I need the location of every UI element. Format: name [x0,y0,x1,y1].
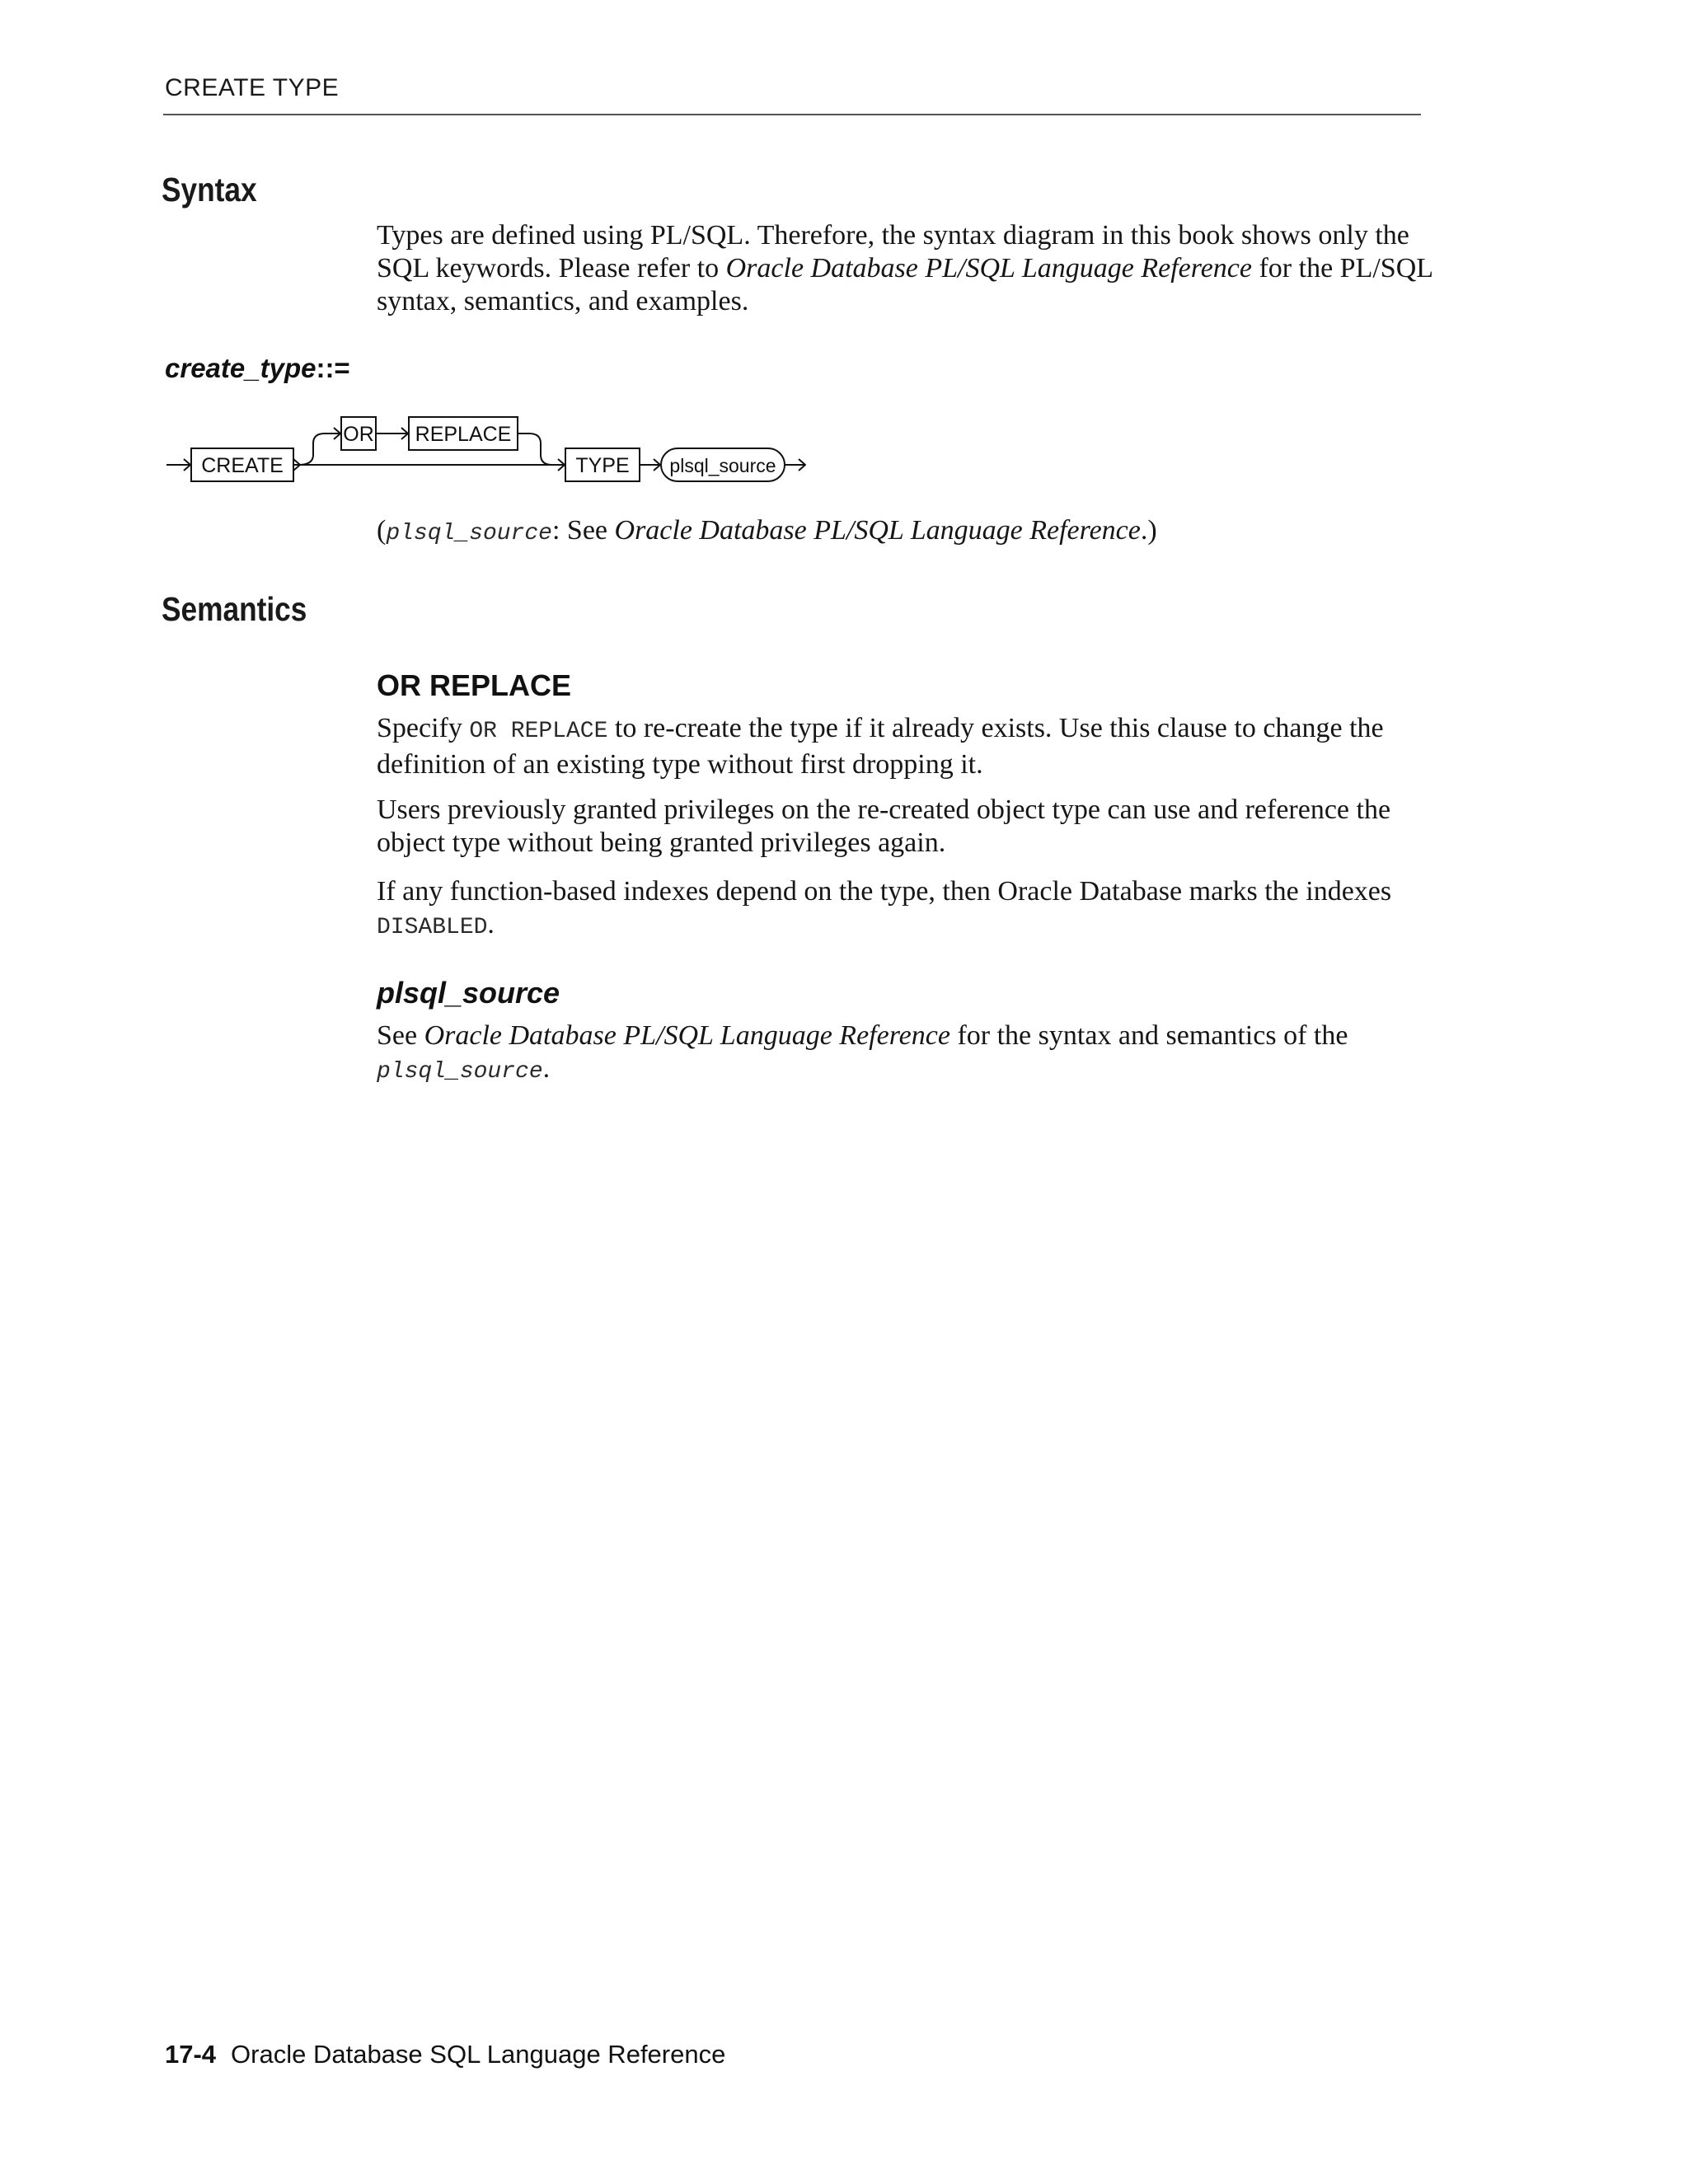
syntax-intro-text-1: Types are defined using PL/SQL. Therefore, the syntax diagram in this book shows only the SQL keywords. Please refer to [377,220,1409,284]
semantics-heading: Semantics [162,590,307,628]
plsql-source-p1-text-3: . [542,1053,551,1084]
type-keyword: TYPE [575,454,630,477]
or-replace-p1-text-2: to re-create the type if it already exists. Use this clause to change the definition of an existing type without first dropping it. [377,713,1384,780]
plsql-source-p1-text-2: for the syntax and semantics of the [950,1020,1348,1051]
book-title: Oracle Database SQL Language Reference [231,2040,726,2069]
or-replace-p3-code: DISABLED [377,915,488,940]
syntax-intro [377,219,1440,318]
page-number: 17-4 [165,2040,217,2069]
plsql-source-p1-code: plsql_source [377,1059,543,1085]
production-name: create_type [165,353,316,383]
syntax-diagram [157,404,832,494]
production-symbol: ::= [316,353,350,383]
or-replace-paragraph-3 [377,875,1440,944]
replace-keyword: REPLACE [415,423,512,446]
syntax-intro-reference: Oracle Database PL/SQL Language Reference [725,253,1252,284]
or-keyword: OR [343,423,374,446]
production-label [165,353,350,384]
or-replace-p3-text-2: . [487,909,495,940]
syntax-heading: Syntax [162,171,257,209]
note-open: ( [377,515,387,546]
or-replace-p1-code: OR REPLACE [469,719,608,744]
or-replace-p1-text-1: Specify [377,713,470,743]
or-replace-paragraph-1 [377,712,1440,781]
plsql-source-p1-text-1: See [377,1020,424,1051]
create-keyword: CREATE [201,454,284,477]
plsql-source-note [377,514,1440,551]
running-header: CREATE TYPE [165,74,340,101]
note-mid: : See [551,515,615,546]
note-close: .) [1140,515,1157,546]
or-replace-heading: OR REPLACE [377,668,572,702]
plsql-source-heading: plsql_source [377,976,560,1010]
plsql-source-paragraph [377,1019,1440,1089]
or-replace-paragraph-2: Users previously granted privileges on the re-created object type can use and reference the object type without being granted privileges again. [377,794,1391,858]
syntax-intro-text-2: for the PL/SQL syntax, semantics, and examples. [377,253,1432,316]
note-reference: Oracle Database PL/SQL Language Reference [614,515,1141,546]
header-rule [163,114,1421,115]
note-code: plsql_source [386,521,552,546]
or-replace-p3-text-1: If any function-based indexes depend on the type, then Oracle Database marks the indexes [377,876,1392,907]
page-footer [165,2040,725,2069]
plsql-source-p1-reference: Oracle Database PL/SQL Language Reference [424,1020,950,1051]
plsql-source-nonterminal: plsql_source [669,455,776,476]
